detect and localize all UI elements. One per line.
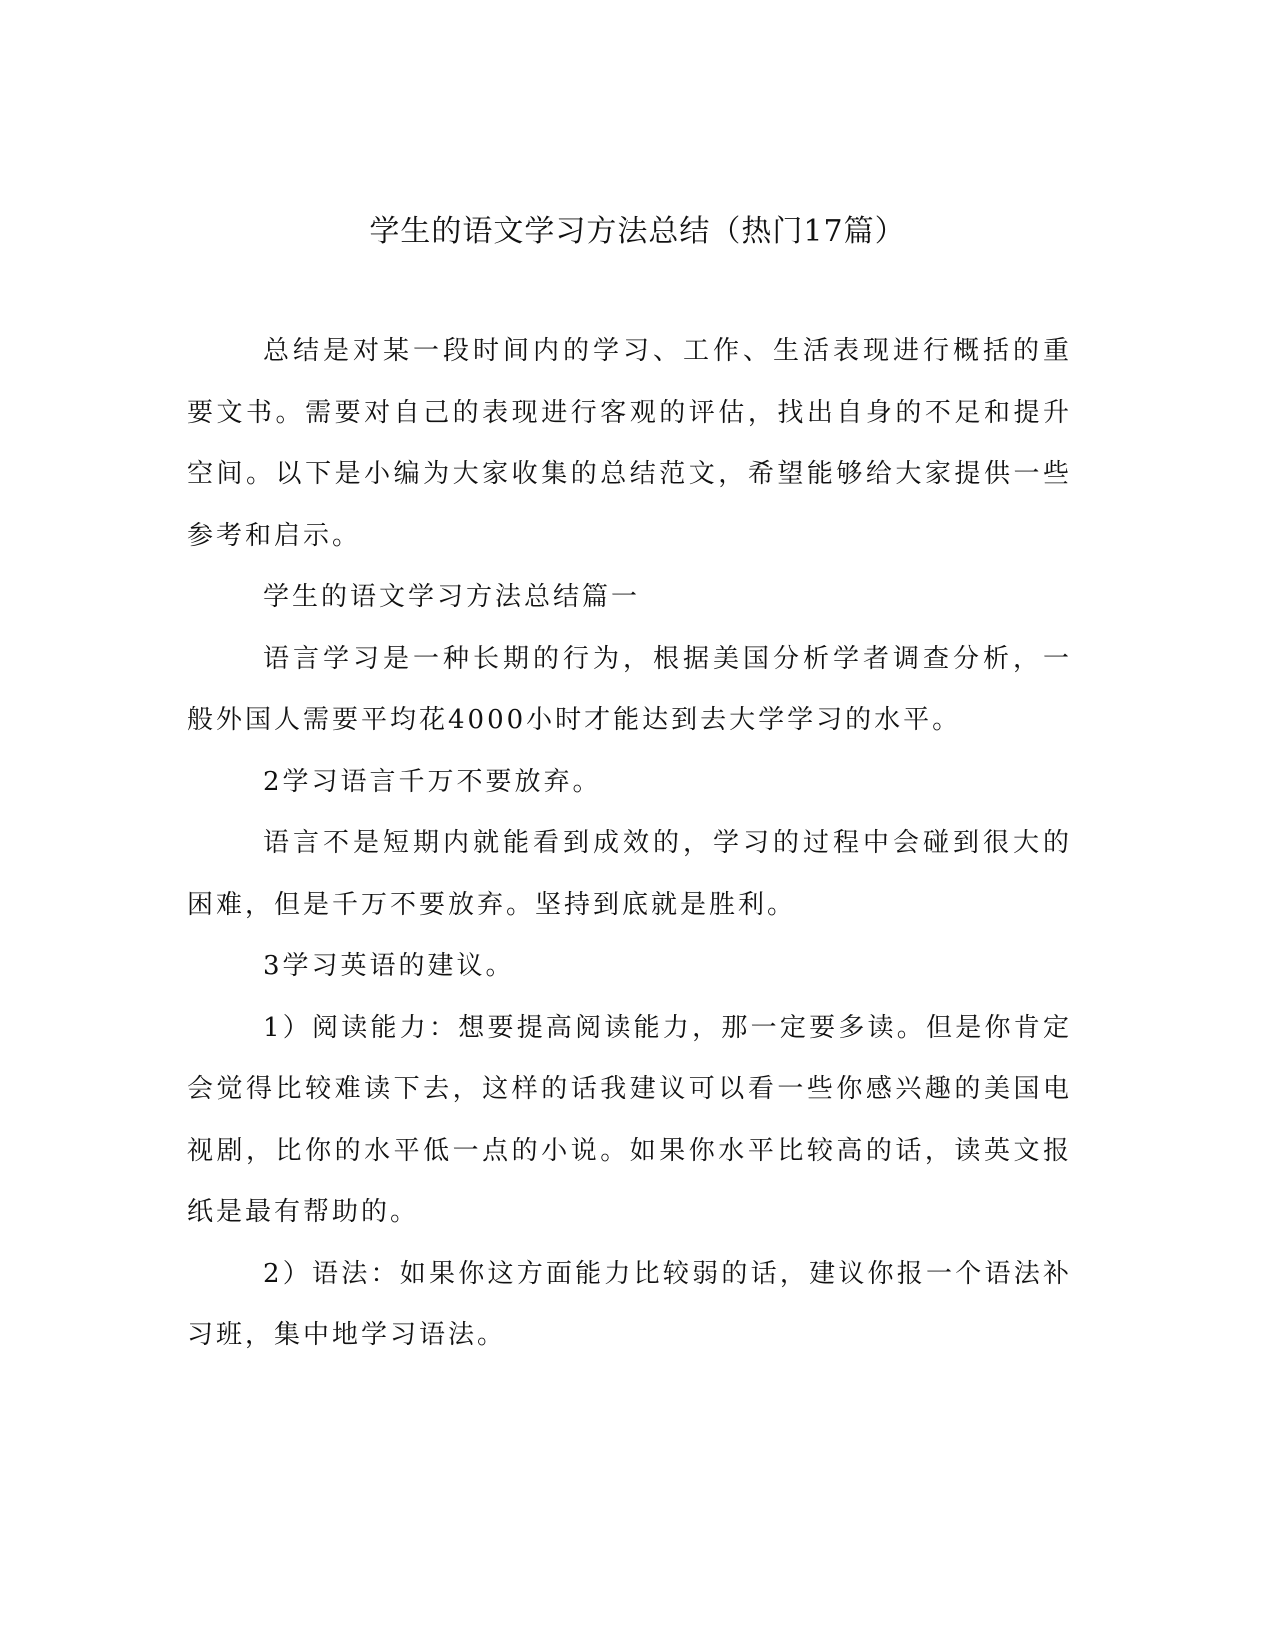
document-body xyxy=(187,321,1072,1367)
body-paragraph: 1）阅读能力：想要提高阅读能力，那一定要多读。但是你肯定会觉得比较难读下去，这样的话我建议可以看一些你感兴趣的美国电视剧，比你的水平低一点的小说。如果你水平比较高的话，读英文报纸是最有帮助的。 xyxy=(187,1012,1072,1227)
body-paragraph: 语言不是短期内就能看到成效的，学习的过程中会碰到很大的困难，但是千万不要放弃。坚持到底就是胜利。 xyxy=(187,828,1072,920)
body-paragraph: 2学习语言千万不要放弃。 xyxy=(263,766,602,797)
body-paragraph: 语言学习是一种长期的行为，根据美国分析学者调查分析，一般外国人需要平均花4000小时才能达到去大学学习的水平。 xyxy=(187,643,1072,735)
body-paragraph: 2）语法：如果你这方面能力比较弱的话，建议你报一个语法补习班，集中地学习语法。 xyxy=(187,1258,1072,1350)
intro-paragraph: 总结是对某一段时间内的学习、工作、生活表现进行概括的重要文书。需要对自己的表现进行客观的评估，找出自身的不足和提升空间。以下是小编为大家收集的总结范文，希望能够给大家提供一些参考和启示。 xyxy=(187,336,1072,551)
document-title: 学生的语文学习方法总结（热门17篇） xyxy=(369,214,906,249)
body-paragraph: 3学习英语的建议。 xyxy=(263,951,515,981)
section-heading: 学生的语文学习方法总结篇一 xyxy=(263,582,641,612)
